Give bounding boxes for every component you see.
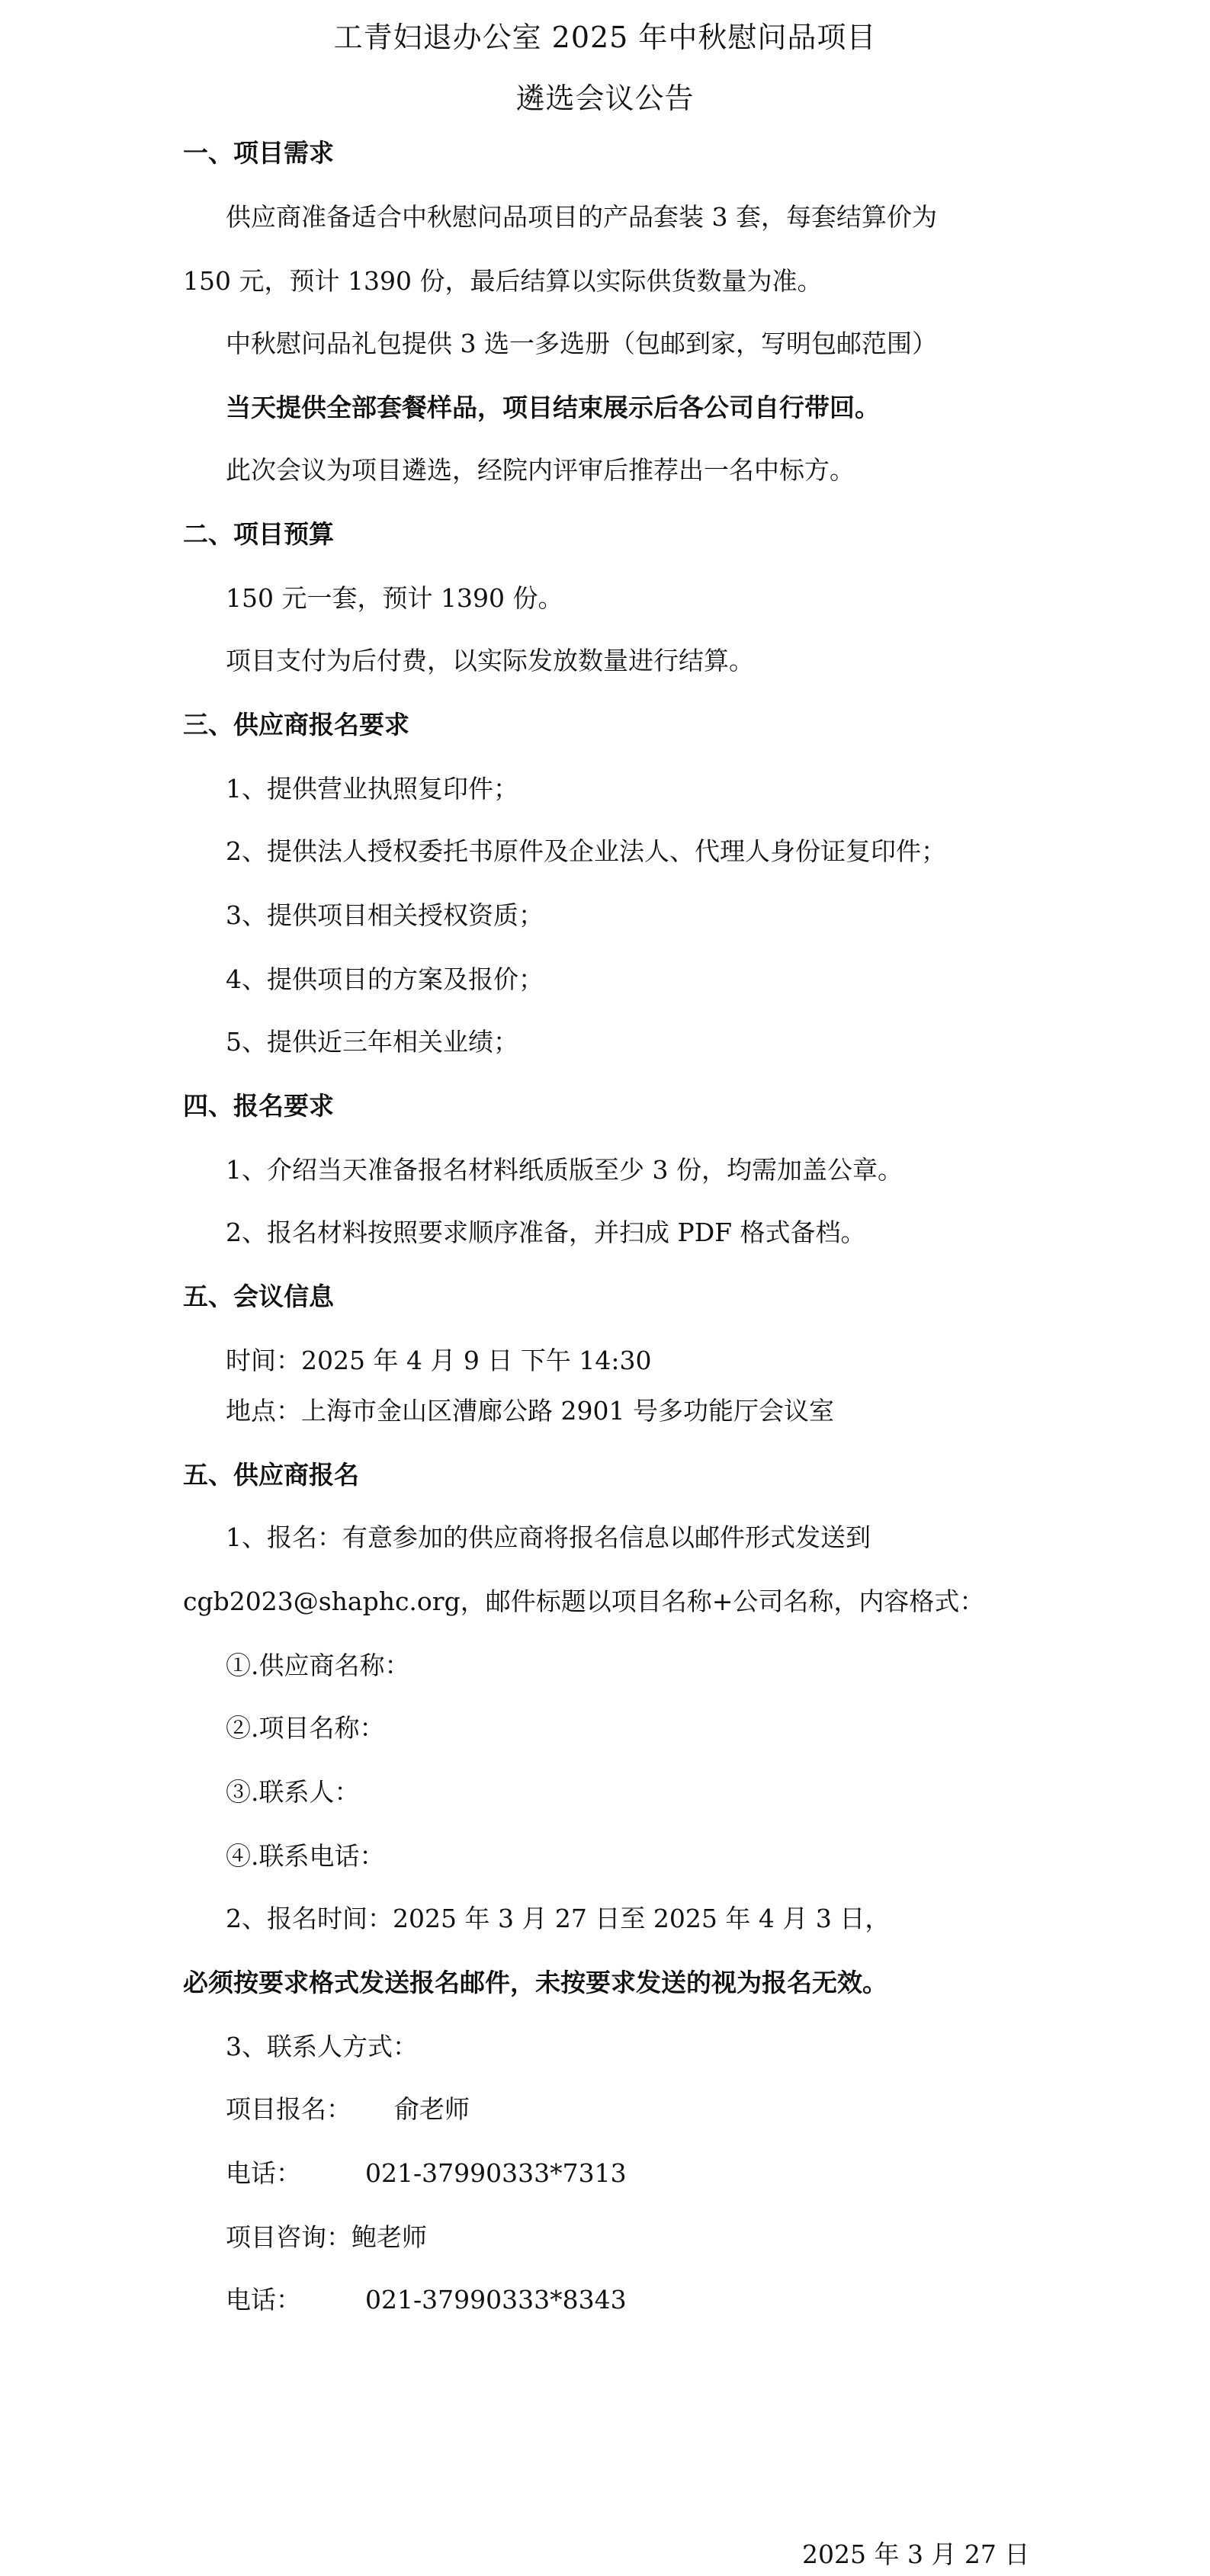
contact-registration-label: 项目报名： <box>226 2094 351 2124</box>
requirements-paragraph-3-bold: 当天提供全部套餐样品，项目结束展示后各公司自行带回。 <box>226 393 880 422</box>
section-heading-registration-requirements: 四、报名要求 <box>183 1091 334 1121</box>
contact-consultation-label: 项目咨询： <box>226 2222 351 2252</box>
section-heading-supplier-registration: 五、供应商报名 <box>183 1460 359 1490</box>
format-field-project-name: ②.项目名称： <box>226 1713 385 1743</box>
document-title-line-2: 遴选会议公告 <box>515 82 695 115</box>
registration-warning-bold: 必须按要求格式发送报名邮件，未按要求发送的视为报名无效。 <box>183 1968 887 1997</box>
format-field-supplier-name: ①.供应商名称： <box>226 1651 410 1680</box>
budget-paragraph-1: 150 元一套，预计 1390 份。 <box>226 583 563 613</box>
contact-consultation-row <box>226 2222 427 2252</box>
contact-registration-name: 俞老师 <box>394 2094 470 2124</box>
section-heading-supplier-requirements: 三、供应商报名要求 <box>183 710 409 739</box>
registration-requirement-item: 1、介绍当天准备报名材料纸质版至少 3 份，均需加盖公章。 <box>226 1155 903 1185</box>
requirements-paragraph-1a: 供应商准备适合中秋慰问品项目的产品套装 3 套，每套结算价为 <box>226 202 937 232</box>
section-heading-budget: 二、项目预算 <box>183 519 334 549</box>
registration-item-2-time: 2、报名时间：2025 年 3 月 27 日至 2025 年 4 月 3 日， <box>226 1904 891 1933</box>
requirements-paragraph-4: 此次会议为项目遴选，经院内评审后推荐出一名中标方。 <box>226 455 855 485</box>
supplier-requirement-item: 5、提供近三年相关业绩； <box>226 1027 518 1057</box>
contact-registration-row <box>226 2096 470 2122</box>
budget-paragraph-2: 项目支付为后付费，以实际发放数量进行结算。 <box>226 646 754 675</box>
meeting-place: 地点：上海市金山区漕廊公路 2901 号多功能厅会议室 <box>226 1396 834 1426</box>
registration-item-1a: 1、报名：有意参加的供应商将报名信息以邮件形式发送到 <box>226 1522 871 1552</box>
phone-label: 电话： <box>226 2285 301 2315</box>
format-field-contact-phone: ④.联系电话： <box>226 1841 385 1871</box>
requirements-paragraph-2: 中秋慰问品礼包提供 3 选一多选册（包邮到家，写明包邮范围） <box>226 329 937 358</box>
supplier-requirement-item: 4、提供项目的方案及报价； <box>226 964 544 994</box>
meeting-time: 时间：2025 年 4 月 9 日 下午 14:30 <box>226 1346 652 1375</box>
phone-value: 021-37990333*8343 <box>365 2285 627 2315</box>
section-heading-meeting-info: 五、会议信息 <box>183 1282 334 1311</box>
registration-item-3-contacts: 3、联系人方式： <box>226 2032 418 2061</box>
phone-label: 电话： <box>226 2158 301 2188</box>
section-heading-requirements: 一、项目需求 <box>183 138 334 168</box>
supplier-requirement-item: 1、提供营业执照复印件； <box>226 774 518 804</box>
registration-item-1b-email: cgb2023@shaphc.org，邮件标题以项目名称+公司名称，内容格式： <box>183 1586 985 1616</box>
contact-registration-phone-row <box>226 2158 627 2188</box>
requirements-paragraph-1b: 150 元，预计 1390 份，最后结算以实际供货数量为准。 <box>183 266 823 296</box>
registration-requirement-item: 2、报名材料按照要求顺序准备，并扫成 PDF 格式备档。 <box>226 1217 866 1247</box>
contact-consultation-name: 鲍老师 <box>351 2222 427 2252</box>
supplier-requirement-item: 3、提供项目相关授权资质； <box>226 900 544 930</box>
announcement-date: 2025 年 3 月 27 日 <box>802 2539 1030 2569</box>
format-field-contact-person: ③.联系人： <box>226 1777 360 1807</box>
document-title-line-1: 工青妇退办公室 2025 年中秋慰问品项目 <box>333 21 877 54</box>
supplier-requirement-item: 2、提供法人授权委托书原件及企业法人、代理人身份证复印件； <box>226 836 946 866</box>
phone-value: 021-37990333*7313 <box>365 2158 627 2188</box>
contact-consultation-phone-row <box>226 2285 627 2315</box>
